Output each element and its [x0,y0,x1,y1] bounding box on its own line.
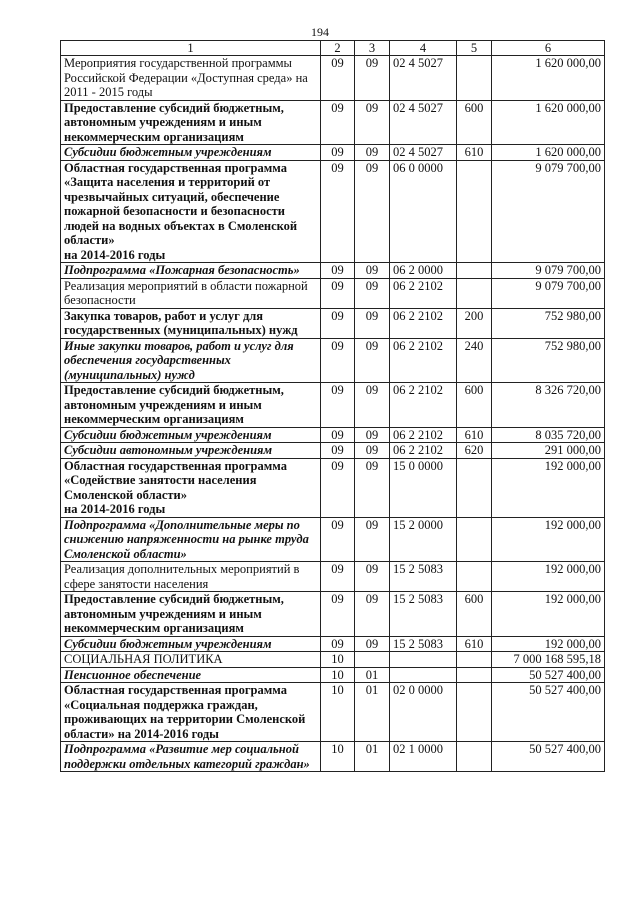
subsection-code-cell: 09 [355,263,390,279]
row-name-cell: Субсидии автономным учреждениям [61,443,321,459]
table-row [61,383,605,428]
subsection-code-cell: 09 [355,562,390,592]
table-body [61,56,605,772]
amount-cell: 50 527 400,00 [492,667,605,683]
table-row [61,652,605,668]
expense-type-cell [457,562,492,592]
row-name-cell: Пенсионное обеспечение [61,667,321,683]
amount-cell: 192 000,00 [492,636,605,652]
row-name-cell: Подпрограмма «Пожарная безопасность» [61,263,321,279]
section-code-cell: 10 [321,683,355,742]
row-name-cell: Предоставление субсидий бюджетным, автономным учреждениям и иным некоммерческим организациям [61,100,321,145]
target-article-cell: 02 1 0000 [390,742,457,772]
expense-type-cell [457,160,492,263]
row-name-cell: Областная государственная программа «Социальная поддержка граждан, проживающих на территории Смоленской области» на 2014-2016 годы [61,683,321,742]
expense-type-cell [457,56,492,101]
row-name-cell: Закупка товаров, работ и услуг для государственных (муниципальных) нужд [61,308,321,338]
subsection-code-cell: 09 [355,443,390,459]
subsection-code-cell: 01 [355,683,390,742]
amount-cell: 192 000,00 [492,562,605,592]
table-row [61,145,605,161]
amount-cell: 752 980,00 [492,308,605,338]
section-code-cell: 09 [321,427,355,443]
expense-type-cell [457,683,492,742]
column-header-1: 1 [61,41,321,56]
row-name-cell: Областная государственная программа «Содействие занятости населения Смоленской области» на 2014-2016 годы [61,458,321,517]
table-row [61,278,605,308]
expense-type-cell [457,517,492,562]
section-code-cell: 09 [321,338,355,383]
table-row [61,56,605,101]
row-name-cell: Реализация мероприятий в области пожарной безопасности [61,278,321,308]
subsection-code-cell: 09 [355,308,390,338]
amount-cell: 50 527 400,00 [492,742,605,772]
table-row [61,636,605,652]
expense-type-cell [457,263,492,279]
target-article-cell: 02 4 5027 [390,145,457,161]
row-name-cell: Иные закупки товаров, работ и услуг для обеспечения государственных (муниципальных) нужд [61,338,321,383]
section-code-cell: 09 [321,263,355,279]
target-article-cell: 02 4 5027 [390,56,457,101]
page-number: 194 [311,25,329,39]
target-article-cell: 02 0 0000 [390,683,457,742]
target-article-cell: 06 2 2102 [390,308,457,338]
target-article-cell: 15 0 0000 [390,458,457,517]
row-name-cell: Предоставление субсидий бюджетным, автономным учреждениям и иным некоммерческим организациям [61,592,321,637]
expense-type-cell: 600 [457,383,492,428]
target-article-cell: 06 2 2102 [390,427,457,443]
subsection-code-cell: 09 [355,278,390,308]
table-row [61,742,605,772]
amount-cell: 192 000,00 [492,458,605,517]
section-code-cell: 09 [321,562,355,592]
table-row [61,592,605,637]
section-code-cell: 09 [321,308,355,338]
subsection-code-cell: 09 [355,427,390,443]
section-code-cell: 09 [321,56,355,101]
expense-type-cell [457,458,492,517]
amount-cell: 192 000,00 [492,517,605,562]
section-code-cell: 09 [321,160,355,263]
column-header-3: 3 [355,41,390,56]
expense-type-cell [457,742,492,772]
section-code-cell: 10 [321,742,355,772]
budget-table [60,40,605,772]
subsection-code-cell: 09 [355,383,390,428]
target-article-cell: 06 0 0000 [390,160,457,263]
subsection-code-cell: 09 [355,517,390,562]
subsection-code-cell: 09 [355,636,390,652]
target-article-cell [390,652,457,668]
target-article-cell: 15 2 5083 [390,562,457,592]
target-article-cell: 06 2 2102 [390,338,457,383]
table-row [61,338,605,383]
target-article-cell: 02 4 5027 [390,100,457,145]
amount-cell: 1 620 000,00 [492,145,605,161]
subsection-code-cell: 09 [355,338,390,383]
column-number-row [61,41,605,56]
amount-cell: 1 620 000,00 [492,100,605,145]
expense-type-cell [457,667,492,683]
row-name-cell: Субсидии бюджетным учреждениям [61,145,321,161]
subsection-code-cell [355,652,390,668]
table-row [61,308,605,338]
amount-cell: 752 980,00 [492,338,605,383]
target-article-cell: 06 2 2102 [390,443,457,459]
table-row [61,517,605,562]
amount-cell: 8 035 720,00 [492,427,605,443]
expense-type-cell: 610 [457,427,492,443]
subsection-code-cell: 09 [355,145,390,161]
expense-type-cell: 200 [457,308,492,338]
target-article-cell: 15 2 0000 [390,517,457,562]
target-article-cell: 06 2 2102 [390,278,457,308]
expense-type-cell: 610 [457,636,492,652]
table-row [61,683,605,742]
subsection-code-cell: 01 [355,667,390,683]
table-row [61,100,605,145]
table-row [61,667,605,683]
column-header-6: 6 [492,41,605,56]
row-name-cell: Мероприятия государственной программы Российской Федерации «Доступная среда» на 2011 - 2015 годы [61,56,321,101]
expense-type-cell: 240 [457,338,492,383]
section-code-cell: 09 [321,145,355,161]
row-name-cell: Реализация дополнительных мероприятий в сфере занятости населения [61,562,321,592]
amount-cell: 8 326 720,00 [492,383,605,428]
row-name-cell: СОЦИАЛЬНАЯ ПОЛИТИКА [61,652,321,668]
target-article-cell: 06 2 2102 [390,383,457,428]
section-code-cell: 09 [321,278,355,308]
column-header-5: 5 [457,41,492,56]
amount-cell: 7 000 168 595,18 [492,652,605,668]
table-row [61,458,605,517]
row-name-cell: Областная государственная программа «Защита населения и территорий от чрезвычайных ситуаций, обеспечение пожарной безопасности и безопасности людей на водных объектах в Смоленской области» на 2014-2016 годы [61,160,321,263]
expense-type-cell: 610 [457,145,492,161]
section-code-cell: 09 [321,443,355,459]
section-code-cell: 09 [321,458,355,517]
amount-cell: 9 079 700,00 [492,278,605,308]
target-article-cell: 15 2 5083 [390,592,457,637]
row-name-cell: Субсидии бюджетным учреждениям [61,636,321,652]
expense-type-cell: 600 [457,100,492,145]
section-code-cell: 09 [321,383,355,428]
expense-type-cell [457,278,492,308]
subsection-code-cell: 09 [355,56,390,101]
section-code-cell: 09 [321,636,355,652]
target-article-cell: 06 2 0000 [390,263,457,279]
expense-type-cell: 600 [457,592,492,637]
target-article-cell: 15 2 5083 [390,636,457,652]
subsection-code-cell: 09 [355,458,390,517]
section-code-cell: 09 [321,592,355,637]
column-header-2: 2 [321,41,355,56]
subsection-code-cell: 01 [355,742,390,772]
expense-type-cell: 620 [457,443,492,459]
section-code-cell: 09 [321,517,355,562]
amount-cell: 291 000,00 [492,443,605,459]
amount-cell: 9 079 700,00 [492,160,605,263]
section-code-cell: 10 [321,652,355,668]
table-row [61,427,605,443]
row-name-cell: Субсидии бюджетным учреждениям [61,427,321,443]
section-code-cell: 09 [321,100,355,145]
column-header-4: 4 [390,41,457,56]
subsection-code-cell: 09 [355,160,390,263]
table-row [61,562,605,592]
amount-cell: 9 079 700,00 [492,263,605,279]
target-article-cell [390,667,457,683]
row-name-cell: Подпрограмма «Дополнительные меры по снижению напряженности на рынке труда Смоленской области» [61,517,321,562]
amount-cell: 50 527 400,00 [492,683,605,742]
expense-type-cell [457,652,492,668]
row-name-cell: Подпрограмма «Развитие мер социальной поддержки отдельных категорий граждан» [61,742,321,772]
amount-cell: 1 620 000,00 [492,56,605,101]
table-row [61,160,605,263]
table-row [61,443,605,459]
section-code-cell: 10 [321,667,355,683]
table-row [61,263,605,279]
amount-cell: 192 000,00 [492,592,605,637]
subsection-code-cell: 09 [355,100,390,145]
row-name-cell: Предоставление субсидий бюджетным, автономным учреждениям и иным некоммерческим организациям [61,383,321,428]
subsection-code-cell: 09 [355,592,390,637]
